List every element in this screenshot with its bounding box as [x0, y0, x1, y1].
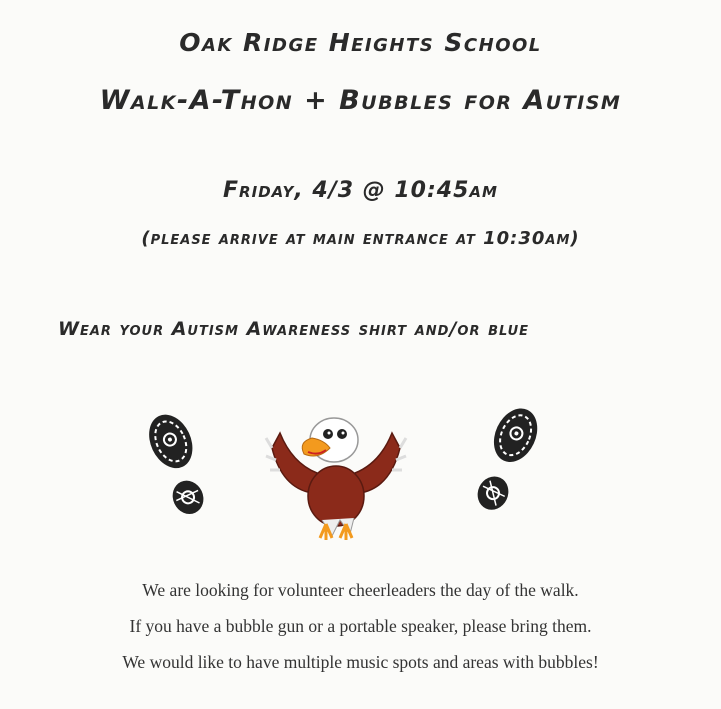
body-line-1: We are looking for volunteer cheerleaders the day of the walk.	[142, 580, 579, 600]
school-name: Oak Ridge Heights School	[179, 28, 542, 57]
right-footprint-icon	[455, 400, 550, 530]
dress-code: Wear your Autism Awareness shirt and/or blue	[58, 318, 530, 340]
body-line-3: We would like to have multiple music spots and areas with bubbles!	[122, 652, 599, 672]
left-footprint-icon	[130, 410, 220, 530]
eagle-mascot-icon	[262, 408, 410, 553]
arrival-note: (please arrive at main entrance at 10:30am)	[141, 228, 580, 249]
event-date-time: Friday, 4/3 @ 10:45am	[223, 178, 498, 203]
body-line-2: If you have a bubble gun or a portable speaker, please bring them.	[129, 616, 592, 636]
event-title: Walk-A-Thon + Bubbles for Autism	[99, 85, 622, 116]
